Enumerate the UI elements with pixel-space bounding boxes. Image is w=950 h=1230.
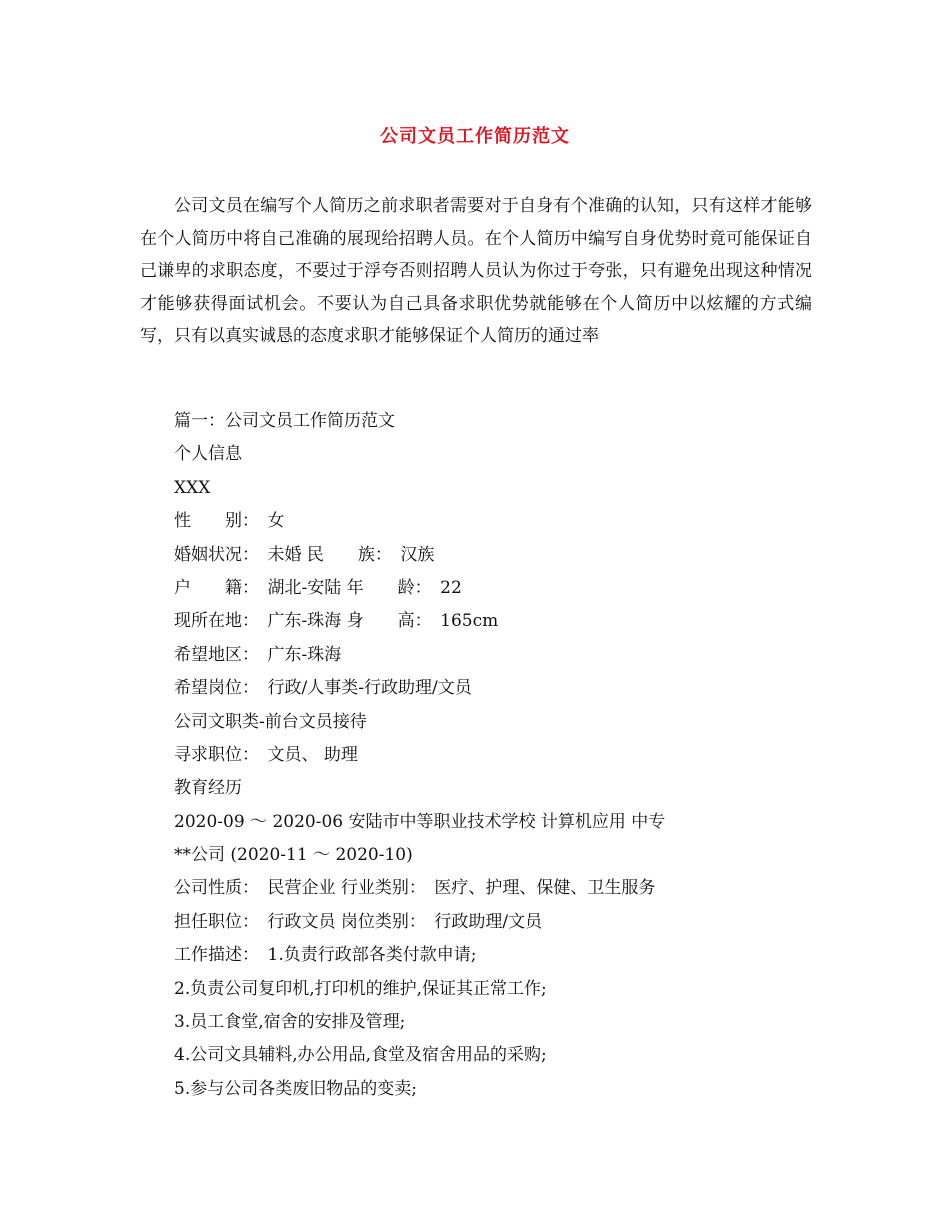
resume-line: 3.员工食堂,宿舍的安排及管理;: [174, 1012, 406, 1033]
resume-lines: [140, 405, 820, 1106]
section-heading: 教育经历: [174, 778, 242, 799]
resume-line: 寻求职位： 文员、 助理: [174, 744, 358, 765]
resume-line: 2.负责公司复印机,打印机的维护,保证其正常工作;: [174, 978, 547, 999]
resume-line: 希望岗位： 行政/人事类-行政助理/文员: [174, 678, 472, 699]
resume-line: 公司文职类-前台文员接待: [174, 711, 367, 732]
resume-line: 性 别： 女: [174, 511, 285, 532]
resume-line: XXX: [174, 477, 211, 498]
resume-line: 4.公司文具辅料,办公用品,食堂及宿舍用品的采购;: [174, 1045, 547, 1066]
section-heading: 个人信息: [174, 444, 242, 465]
resume-line: 工作描述： 1.负责行政部各类付款申请;: [174, 945, 477, 966]
section-heading: 篇一：公司文员工作简历范文: [174, 411, 395, 431]
resume-line: 5.参与公司各类废旧物品的变卖;: [174, 1078, 417, 1099]
resume-line: 户 籍： 湖北-安陆 年 龄： 22: [174, 577, 462, 598]
resume-line: 现所在地： 广东-珠海 身 高： 165cm: [174, 611, 499, 632]
resume-line: 公司性质： 民营企业 行业类别： 医疗、护理、保健、卫生服务: [174, 878, 656, 899]
document-title: 公司文员工作简历范文: [380, 126, 570, 147]
resume-line: 2020-09 ～ 2020-06 安陆市中等职业技术学校 计算机应用 中专: [174, 811, 666, 832]
resume-line: **公司 (2020-11 ～ 2020-10): [174, 845, 413, 866]
resume-line: 婚姻状况： 未婚 民 族： 汉族: [174, 544, 435, 565]
intro-paragraph: 公司文员在编写个人简历之前求职者需要对于自身有个准确的认知，只有这样才能够在个人简历中将自己准确的展现给招聘人员。在个人简历中编写自身优势时竟可能保证自己谦卑的求职态度，不要过于浮夸否则招聘人员认为你过于夸张，只有避免出现这种情况才能够获得面试机会。不要认为自己具备求职优势就能够在个人简历中以炫耀的方式编写，只有以真实诚恳的态度求职才能够保证个人简历的通过率: [140, 196, 812, 346]
resume-line: 担任职位： 行政文员 岗位类别： 行政助理/文员: [174, 911, 543, 932]
resume-line: 希望地区： 广东-珠海: [174, 644, 342, 665]
